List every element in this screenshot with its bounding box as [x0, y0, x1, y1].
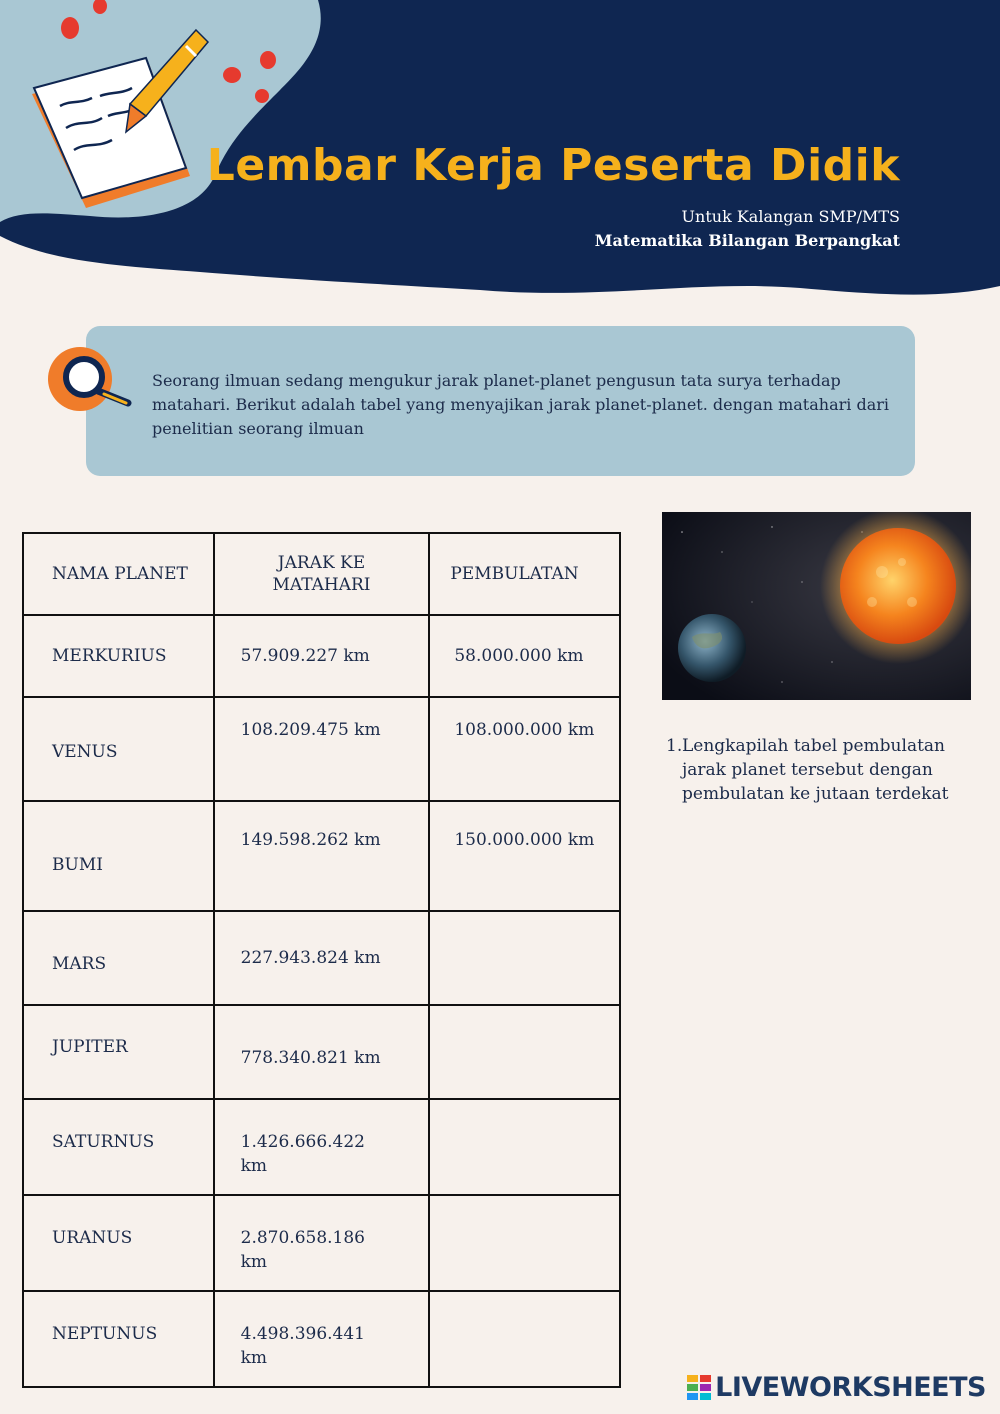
planet-name: VENUS — [23, 697, 214, 801]
question-item — [666, 734, 976, 806]
header-rounding: PEMBULATAN — [429, 533, 620, 615]
planet-distance: 227.943.824 km — [214, 911, 430, 1005]
planet-name: JUPITER — [23, 1005, 214, 1099]
header-planet-name: NAMA PLANET — [23, 533, 214, 615]
subtitle-topic: Matematika Bilangan Berpangkat — [594, 231, 900, 250]
table-row — [23, 1005, 620, 1099]
planet-name: MARS — [23, 911, 214, 1005]
question-text: Lengkapilah tabel pembulatan jarak planet tersebut dengan pembulatan ke jutaan terdekat — [682, 736, 949, 804]
planet-distance: 778.340.821 km — [214, 1005, 430, 1099]
header-distance — [214, 533, 430, 615]
sun-earth-image — [662, 512, 971, 700]
liveworksheets-logo — [687, 1372, 986, 1403]
planet-distance: 2.870.658.186 km — [214, 1195, 430, 1291]
table-row — [23, 1099, 620, 1195]
table-row — [23, 1195, 620, 1291]
planet-distance: 1.426.666.422 km — [214, 1099, 430, 1195]
question-number: 1. — [666, 736, 683, 756]
planet-rounded[interactable] — [429, 911, 620, 1005]
planet-rounded[interactable]: 58.000.000 km — [429, 615, 620, 697]
page-title: Lembar Kerja Peserta Didik — [206, 140, 900, 191]
planet-rounded[interactable]: 108.000.000 km — [429, 697, 620, 801]
planet-rounded[interactable]: 150.000.000 km — [429, 801, 620, 911]
planet-name: NEPTUNUS — [23, 1291, 214, 1387]
planet-rounded[interactable] — [429, 1291, 620, 1387]
intro-box — [86, 326, 915, 476]
planet-name: URANUS — [23, 1195, 214, 1291]
header-distance-label: JARAK KE MATAHARI — [272, 553, 371, 595]
magnifier-icon — [46, 345, 136, 415]
table-row — [23, 1291, 620, 1387]
planet-rounded[interactable] — [429, 1005, 620, 1099]
planet-rounded[interactable] — [429, 1099, 620, 1195]
planet-distance-table — [22, 532, 621, 1388]
planet-distance: 149.598.262 km — [214, 801, 430, 911]
planet-name: MERKURIUS — [23, 615, 214, 697]
subtitle-audience: Untuk Kalangan SMP/MTS — [681, 207, 900, 226]
liveworksheets-brand-text: LIVEWORKSHEETS — [715, 1372, 986, 1403]
table-row — [23, 801, 620, 911]
intro-text: Seorang ilmuan sedang mengukur jarak planet-planet pengusun tata surya terhadap matahari. Berikut adalah tabel yang menyajikan jarak planet-planet. dengan matahari dari penelitian seorang ilmuan — [152, 371, 890, 438]
planet-rounded[interactable] — [429, 1195, 620, 1291]
planet-name: SATURNUS — [23, 1099, 214, 1195]
planet-distance: 57.909.227 km — [214, 615, 430, 697]
liveworksheets-logo-icon — [687, 1375, 711, 1401]
table-row — [23, 911, 620, 1005]
table-row — [23, 697, 620, 801]
planet-distance: 108.209.475 km — [214, 697, 430, 801]
table-header-row — [23, 533, 620, 615]
table-row — [23, 615, 620, 697]
planet-name: BUMI — [23, 801, 214, 911]
planet-distance: 4.498.396.441 km — [214, 1291, 430, 1387]
subtitle — [595, 205, 900, 253]
